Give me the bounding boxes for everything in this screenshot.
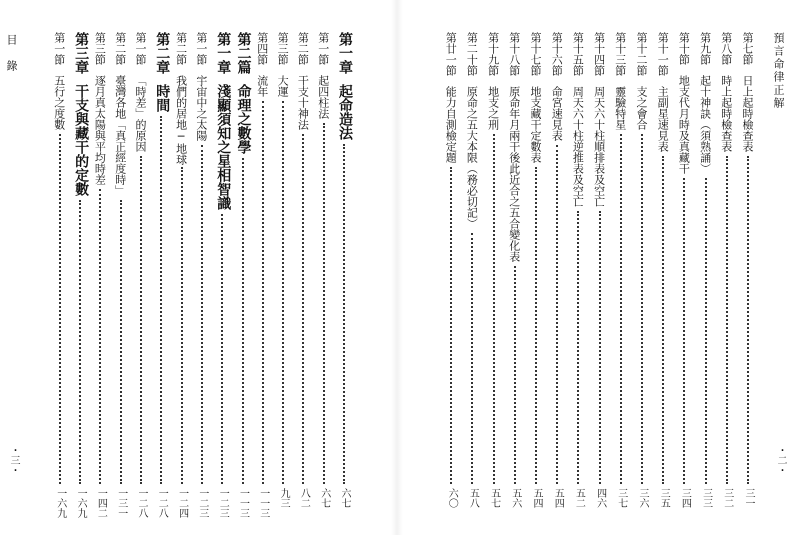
toc-entry-title: 原命年月兩干後此近合之五合變化表 xyxy=(507,86,521,262)
toc-entry-title: 地支之刑 xyxy=(486,86,500,130)
toc-entry-title: 淺顯須知之星相智識 xyxy=(215,84,232,210)
toc-entry-title: 能力自測檢定題 xyxy=(444,86,458,163)
toc-leader-dots xyxy=(535,167,537,484)
toc-entry-title: 起十神訣（須熟誦） xyxy=(698,75,712,174)
toc-leader-dots xyxy=(302,134,304,484)
toc-entry-title: 宇宙中之太陽 xyxy=(194,75,208,141)
toc-entry-title: 主副星速見表 xyxy=(656,86,670,152)
toc-entry-title: 原命之五大本限（務必切記） xyxy=(465,86,479,229)
toc-leader-dots xyxy=(79,200,81,484)
toc-entry-title: 大運 xyxy=(276,75,290,97)
toc-entry-title: 臺灣各地「真正經度時」 xyxy=(113,75,127,196)
toc-entry-label: 第廿一節 xyxy=(444,32,458,76)
toc-entry-label: 第二章 xyxy=(154,32,171,74)
toc-entry-page: 一二四 xyxy=(176,488,188,518)
toc-entry-label: 第二節 xyxy=(296,32,310,65)
toc-entry-page: 一二三 xyxy=(217,488,229,518)
toc-entry-title: 逐月真太陽與平均時差 xyxy=(93,75,107,185)
toc-entry-page: 一三一 xyxy=(115,488,127,518)
book-gutter xyxy=(391,0,403,535)
toc-entry-label: 第十七節 xyxy=(529,32,542,76)
toc-entry-label: 第一節 xyxy=(316,32,330,65)
toc-leader-dots xyxy=(450,167,452,484)
toc-leader-dots xyxy=(160,116,162,484)
toc-leader-dots xyxy=(471,233,473,484)
toc-leader-dots xyxy=(323,123,325,484)
toc-entry-title: 周天六十柱逆推表及空亡 xyxy=(571,86,585,207)
toc-entry-title: 干支十神法 xyxy=(296,75,310,130)
toc-entry-title: 地支藏干定數表 xyxy=(529,86,542,163)
toc-entry-label: 第三節 xyxy=(93,32,107,65)
left-page-header: 目 錄 xyxy=(5,34,18,73)
toc-entry-page: 一二八 xyxy=(136,488,147,518)
toc-entry-label: 第二節 xyxy=(174,32,188,65)
toc-entry-label: 第十四節 xyxy=(592,32,606,76)
toc-entry-page: 五八 xyxy=(467,488,479,508)
toc-entry-page: 五七 xyxy=(488,488,500,508)
toc-leader-dots xyxy=(620,134,622,484)
toc-leader-dots xyxy=(59,134,61,484)
toc-entry-page: 三六 xyxy=(637,488,648,508)
toc-leader-dots xyxy=(201,145,203,484)
toc-entry-title: 時上起時檢查表 xyxy=(719,75,733,152)
toc-entry-page: 一四二 xyxy=(95,488,107,518)
toc-entry-label: 第一節 xyxy=(134,32,147,65)
toc-entry-title: 地支代月時及真藏干 xyxy=(677,75,691,174)
toc-entry-label: 第十九節 xyxy=(486,32,500,76)
toc-entry-title: 靈驗特星 xyxy=(613,86,627,130)
toc-leader-dots xyxy=(747,156,749,484)
toc-entry-page: 六七 xyxy=(339,488,350,508)
toc-leader-dots xyxy=(556,145,558,484)
toc-leader-dots xyxy=(662,156,664,484)
toc-entry-title: 起四柱法 xyxy=(316,75,330,119)
toc-entry-label: 第九節 xyxy=(698,32,712,65)
toc-entry-title: 五行之度數 xyxy=(52,75,66,130)
toc-entry-label: 第十八節 xyxy=(507,32,521,76)
toc-entry-label: 第二節 xyxy=(113,32,127,65)
toc-entry-page: 一六九 xyxy=(54,488,66,518)
toc-entry-page: 五六 xyxy=(509,488,521,508)
toc-entry-label: 第八節 xyxy=(719,32,733,65)
toc-entry-page: 一二三 xyxy=(196,488,208,518)
toc-entry-label: 第二篇 xyxy=(235,32,252,74)
right-page-header: 預言命律正解 xyxy=(772,32,785,110)
toc-entry-title: 命理之數學 xyxy=(235,84,252,154)
toc-entry-page: 四六 xyxy=(594,488,606,508)
toc-entry-title: 支之會合 xyxy=(635,86,648,130)
toc-entry-title: 命宮速見表 xyxy=(550,86,564,141)
toc-entry-title: 起命造法 xyxy=(337,84,353,140)
toc-entry-title: 周天六十柱順排表及空亡 xyxy=(592,86,606,207)
toc-entry-label: 第十六節 xyxy=(550,32,564,76)
toc-entry-label: 第七節 xyxy=(741,32,754,65)
toc-entry-title: 干支與藏干的定數 xyxy=(73,84,90,196)
toc-entry-page: 一二八 xyxy=(156,488,168,518)
toc-entry-page: 三二 xyxy=(721,488,733,508)
toc-entry-label: 第十節 xyxy=(677,32,691,65)
toc-entry-page: 五二 xyxy=(573,488,585,508)
toc-entry-page: 三三 xyxy=(700,488,712,508)
toc-entry-title: 我們的居地─地球 xyxy=(174,75,188,165)
toc-entry-title: 時間 xyxy=(154,84,171,112)
toc-entry-page: 一六九 xyxy=(75,488,87,518)
toc-entry-page: 六〇 xyxy=(446,488,458,508)
toc-entry-label: 第十一節 xyxy=(656,32,670,76)
toc-leader-dots xyxy=(599,211,601,484)
toc-entry-label: 第二十節 xyxy=(465,32,479,76)
right-page-number: ・二・ xyxy=(775,445,786,475)
toc-leader-dots xyxy=(282,101,284,484)
toc-entry-page: 一一三 xyxy=(237,488,249,518)
toc-entry-page: 三四 xyxy=(679,488,691,508)
toc-leader-dots xyxy=(221,214,223,484)
toc-entry-title: 流年 xyxy=(255,75,269,97)
toc-leader-dots xyxy=(343,144,345,484)
toc-leader-dots xyxy=(140,156,142,484)
toc-leader-dots xyxy=(705,178,707,484)
toc-leader-dots xyxy=(181,167,183,484)
toc-entry-label: 第一節 xyxy=(194,32,208,65)
toc-entry-page: 五四 xyxy=(531,488,542,508)
toc-leader-dots xyxy=(242,158,244,484)
toc-entry-label: 第十三節 xyxy=(613,32,627,76)
toc-entry-page: 一一三 xyxy=(257,488,269,518)
toc-leader-dots xyxy=(641,134,643,484)
toc-entry-label: 第四節 xyxy=(255,32,269,65)
toc-leader-dots xyxy=(726,156,728,484)
toc-entry-page: 六七 xyxy=(318,488,330,508)
toc-entry-page: 九三 xyxy=(278,488,290,508)
toc-entry-title: 「時差」的原因 xyxy=(134,75,147,152)
toc-entry-title: 日上起時檢查表 xyxy=(741,75,754,152)
toc-entry-label: 第一章 xyxy=(337,32,353,74)
toc-entry-page: 三五 xyxy=(658,488,670,508)
toc-leader-dots xyxy=(683,178,685,484)
toc-entry-page: 三七 xyxy=(615,488,627,508)
toc-entry-label: 第十五節 xyxy=(571,32,585,76)
left-page-number: ・三・ xyxy=(8,445,19,475)
toc-leader-dots xyxy=(120,200,122,484)
toc-entry-label: 第十二節 xyxy=(635,32,648,76)
toc-entry-label: 第一章 xyxy=(215,32,232,74)
toc-entry-label: 第三節 xyxy=(276,32,290,65)
toc-leader-dots xyxy=(493,134,495,484)
toc-entry-page: 三一 xyxy=(743,488,754,508)
toc-entry-page: 五四 xyxy=(552,488,564,508)
toc-entry-label: 第三章 xyxy=(73,32,90,74)
toc-leader-dots xyxy=(577,211,579,484)
toc-leader-dots xyxy=(99,189,101,484)
toc-entry-label: 第一節 xyxy=(52,32,66,65)
toc-entry-page: 八二 xyxy=(298,488,310,508)
toc-leader-dots xyxy=(262,101,264,484)
toc-leader-dots xyxy=(514,266,516,484)
